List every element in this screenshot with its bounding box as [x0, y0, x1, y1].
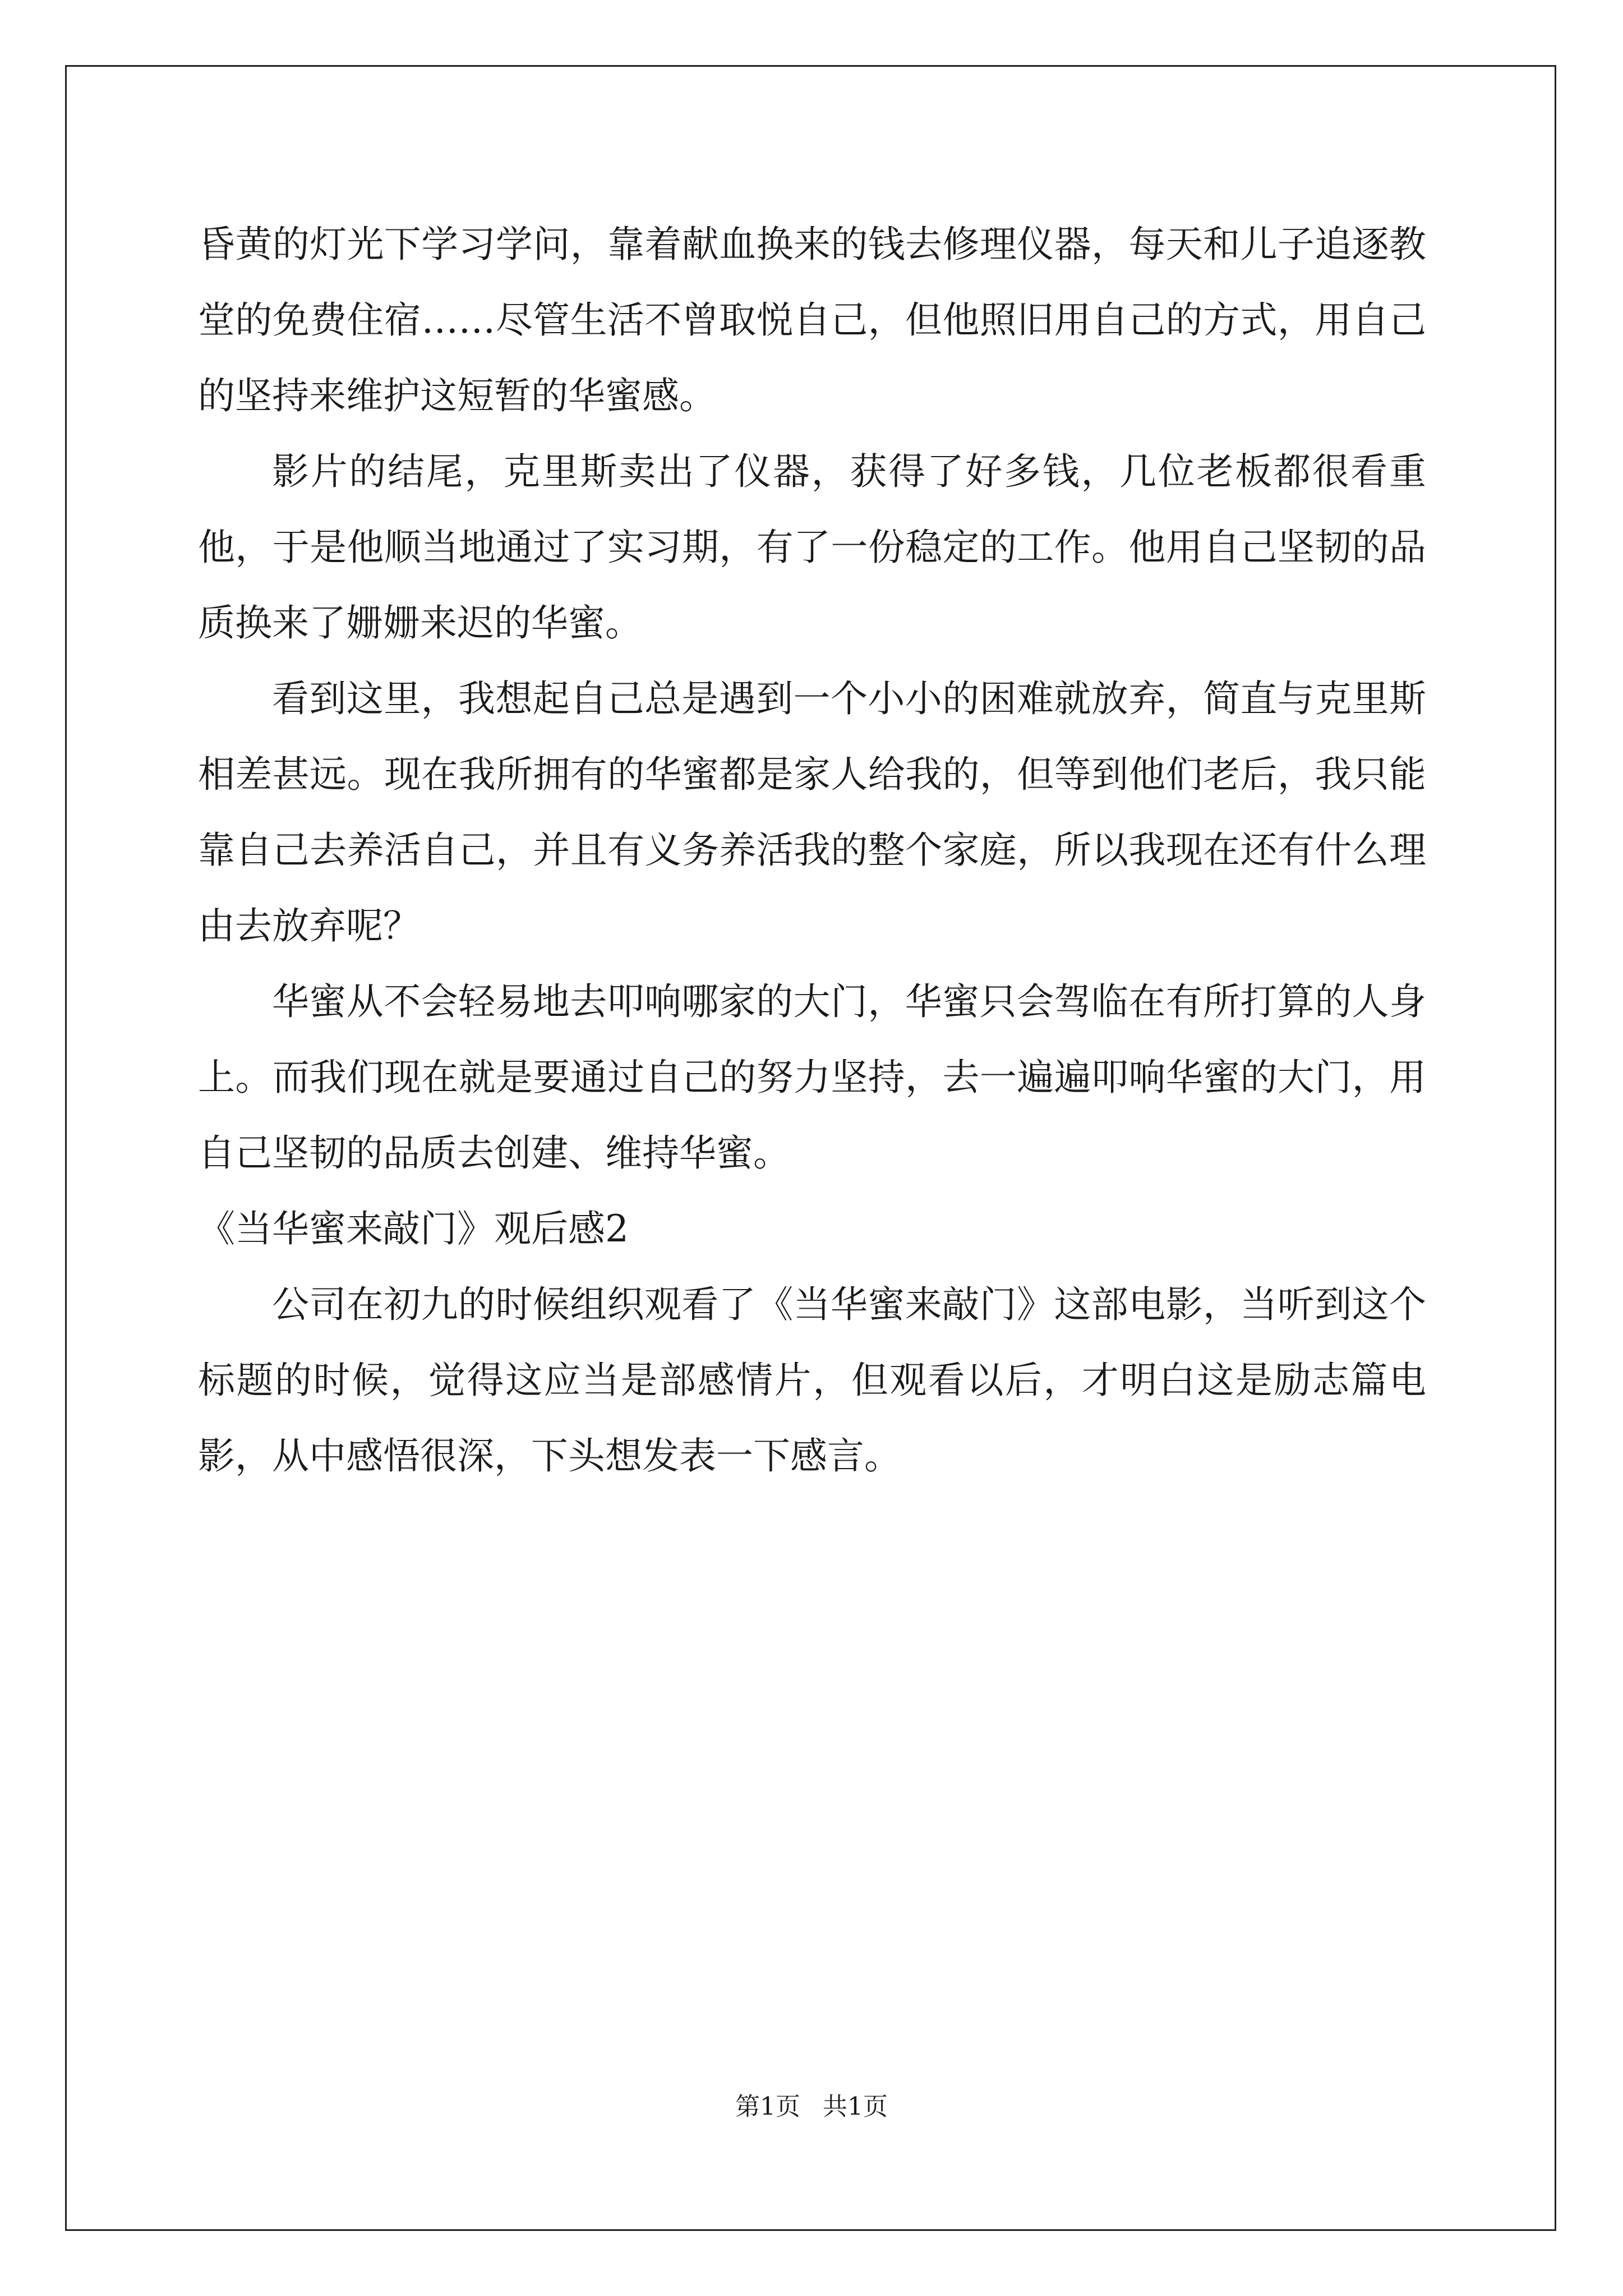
paragraph-2: 影片的结尾，克里斯卖出了仪器，获得了好多钱，几位老板都很看重他，于是他顺当地通过了实习期，有了一份稳定的工作。他用自己坚韧的品质换来了姗姗来迟的华蜜。 [198, 450, 1426, 645]
paragraph-3: 看到这里，我想起自己总是遇到一个小小的困难就放弃，简直与克里斯相差甚远。现在我所拥有的华蜜都是家人给我的，但等到他们老后，我只能靠自己去养活自己，并且有义务养活我的整个家庭，所以我现在还有什么理由去放弃呢？ [198, 677, 1426, 947]
page-footer [0, 2090, 1623, 2124]
document-body [198, 206, 1426, 1494]
page-number-total: 共1页 [823, 2092, 888, 2121]
section-heading: 《当华蜜来敲门》观后感2 [198, 1207, 629, 1250]
page-number-current: 第1页 [735, 2092, 800, 2121]
paragraph-4: 华蜜从不会轻易地去叩响哪家的大门，华蜜只会驾临在有所打算的人身上。而我们现在就是要通过自己的努力坚持，去一遍遍叩响华蜜的大门，用自己坚韧的品质去创建、维持华蜜。 [198, 980, 1426, 1175]
paragraph-1: 昏黄的灯光下学习学问，靠着献血换来的钱去修理仪器，每天和儿子追逐教堂的免费住宿……尽管生活不曾取悦自己，但他照旧用自己的方式，用自己的坚持来维护这短暂的华蜜感。 [198, 223, 1426, 417]
paragraph-5: 公司在初九的时候组织观看了《当华蜜来敲门》这部电影，当听到这个标题的时候，觉得这应当是部感情片，但观看以后，才明白这是励志篇电影，从中感悟很深，下头想发表一下感言。 [198, 1283, 1426, 1478]
